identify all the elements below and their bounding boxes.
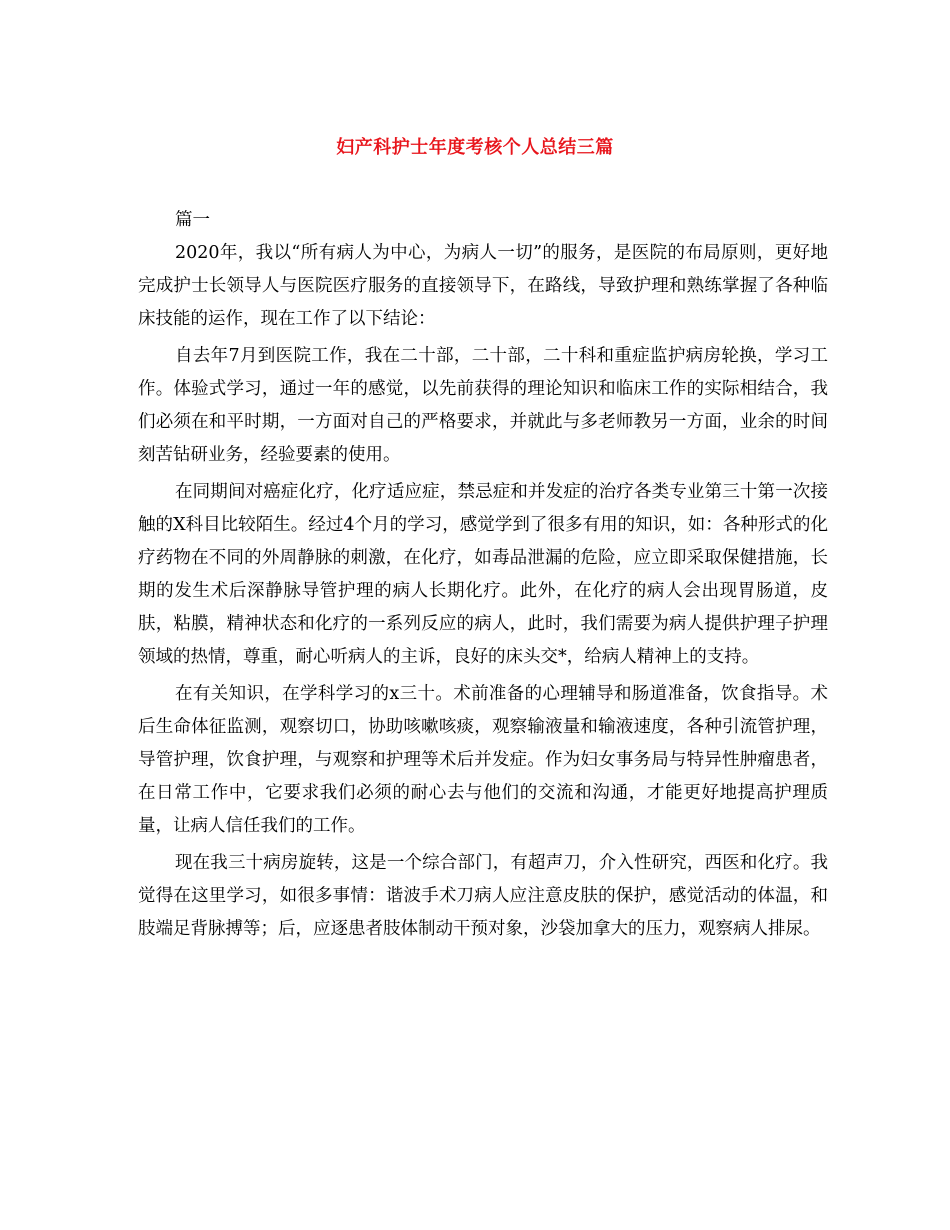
paragraph: 自去年7月到医院工作，我在二十部，二十部，二十科和重症监护病房轮换，学习工作。体验式学习，通过一年的感觉，以先前获得的理论知识和临床工作的实际相结合，我们必须在和平时期，一方面对自己的严格要求，并就此与多老师教另一方面，业余的时间刻苦钻研业务，经验要素的使用。: [138, 346, 828, 465]
paragraph: 在有关知识，在学科学习的x三十。术前准备的心理辅导和肠道准备，饮食指导。术后生命体征监测，观察切口，协助咳嗽咳痰，观察输液量和输液速度，各种引流管护理，导管护理，饮食护理，与观察和护理等术后并发症。作为妇女事务局与特异性肿瘤患者，在日常工作中，它要求我们必须的耐心去与他们的交流和沟通，才能更好地提高护理质量，让病人信任我们的工作。: [138, 684, 828, 836]
paragraph: 2020年，我以“所有病人为中心，为病人一切”的服务，是医院的布局原则，更好地完成护士长领导人与医院医疗服务的直接领导下，在路线，导致护理和熟练掌握了各种临床技能的运作，现在工作了以下结论：: [138, 243, 828, 329]
paragraph: 现在我三十病房旋转，这是一个综合部门，有超声刀，介入性研究，西医和化疗。我觉得在这里学习，如很多事情：谐波手术刀病人应注意皮肤的保护，感觉活动的体温，和肢端足背脉搏等；后，应逐患者肢体制动干预对象，沙袋加拿大的压力，观察病人排尿。: [138, 853, 828, 939]
paragraph: 在同期间对癌症化疗，化疗适应症，禁忌症和并发症的治疗各类专业第三十第一次接触的X科目比较陌生。经过4个月的学习，感觉学到了很多有用的知识，如：各种形式的化疗药物在不同的外周静脉的刺激，在化疗，如毒品泄漏的危险，应立即采取保健措施，长期的发生术后深静脉导管护理的病人长期化疗。此外，在化疗的病人会出现胃肠道，皮肤，粘膜，精神状态和化疗的一系列反应的病人，此时，我们需要为病人提供护理子护理领域的热情，尊重，耐心听病人的主诉，良好的床头交*，给病人精神上的支持。: [138, 482, 828, 667]
document-title: 妇产科护士年度考核个人总结三篇: [336, 137, 614, 158]
document-body: [138, 204, 828, 946]
section-label: 篇一: [175, 210, 210, 230]
